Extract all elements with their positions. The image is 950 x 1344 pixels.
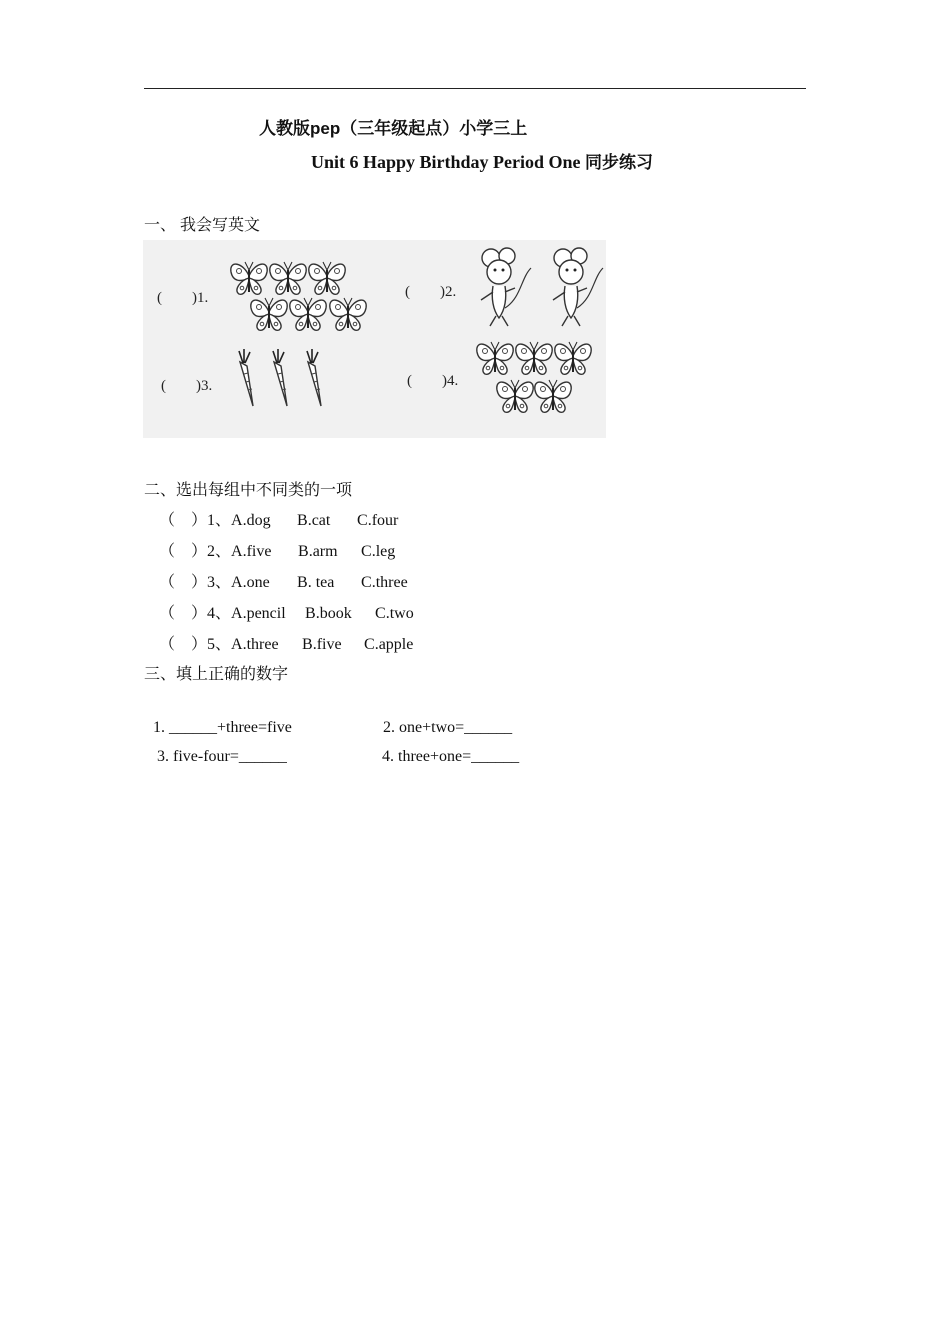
- butterfly-icon: [555, 342, 591, 374]
- question-number: （ ）3、: [159, 574, 232, 591]
- question-number: （ ）4、: [159, 605, 232, 622]
- question-row: [159, 631, 413, 654]
- section3-heading: 三、填上正确的数字: [144, 666, 289, 683]
- question-number: （ ）2、: [159, 543, 232, 560]
- question-row: [159, 569, 408, 592]
- option-a: A.dog: [231, 512, 271, 529]
- picture-label-2: ( )2.: [405, 284, 457, 300]
- mouse-icon: [481, 248, 531, 326]
- question-number: （ ）1、: [159, 512, 232, 529]
- butterfly-icon: [270, 262, 306, 294]
- option-a: A.five: [231, 543, 272, 560]
- option-b: B.five: [302, 636, 342, 653]
- question-number: （ ）5、: [159, 636, 232, 653]
- option-c: C.three: [361, 574, 408, 591]
- fill-item-2: 2. one+two=______: [383, 719, 513, 736]
- section2-heading: 二、选出每组中不同类的一项: [144, 482, 353, 499]
- butterfly-icon: [497, 380, 533, 412]
- mouse-icon: [553, 248, 603, 326]
- subtitle-english: Unit 6 Happy Birthday Period One: [311, 152, 581, 172]
- picture-label-4: ( )4.: [407, 373, 459, 389]
- carrot-icon: [273, 349, 287, 406]
- option-c: C.apple: [364, 636, 414, 653]
- section1-heading: 一、 我会写英文: [144, 217, 261, 234]
- counting-picture: [143, 240, 606, 438]
- subtitle-chinese: 同步练习: [585, 153, 654, 173]
- butterfly-icon: [330, 298, 366, 330]
- butterfly-icon: [290, 298, 326, 330]
- butterfly-icon: [516, 342, 552, 374]
- question-row: [159, 538, 395, 561]
- header-rule: [144, 88, 806, 89]
- option-b: B.book: [305, 605, 352, 622]
- question-row: [159, 600, 414, 623]
- butterfly-icon: [535, 380, 571, 412]
- option-b: B. tea: [297, 574, 335, 591]
- butterfly-icon: [477, 342, 513, 374]
- picture-label-1: ( )1.: [157, 290, 209, 306]
- option-c: C.leg: [361, 543, 396, 560]
- butterfly-icon: [309, 262, 345, 294]
- option-c: C.two: [375, 605, 414, 622]
- butterfly-icon: [251, 298, 287, 330]
- picture-label-3: ( )3.: [161, 378, 213, 394]
- carrot-icon: [239, 349, 253, 406]
- carrot-icon: [307, 349, 321, 406]
- fill-item-4: 4. three+one=______: [382, 748, 520, 765]
- option-b: B.cat: [297, 512, 331, 529]
- butterfly-icon: [231, 262, 267, 294]
- option-a: A.pencil: [231, 605, 286, 622]
- option-a: A.three: [231, 636, 279, 653]
- option-a: A.one: [231, 574, 270, 591]
- page-subtitle: [311, 148, 653, 173]
- option-c: C.four: [357, 512, 399, 529]
- question-row: [159, 507, 398, 530]
- fill-item-3: 3. five-four=______: [157, 748, 287, 765]
- page-title: 人教版pep（三年级起点）小学三上: [259, 119, 528, 138]
- option-b: B.arm: [298, 543, 338, 560]
- fill-item-1: 1. ______+three=five: [153, 719, 292, 736]
